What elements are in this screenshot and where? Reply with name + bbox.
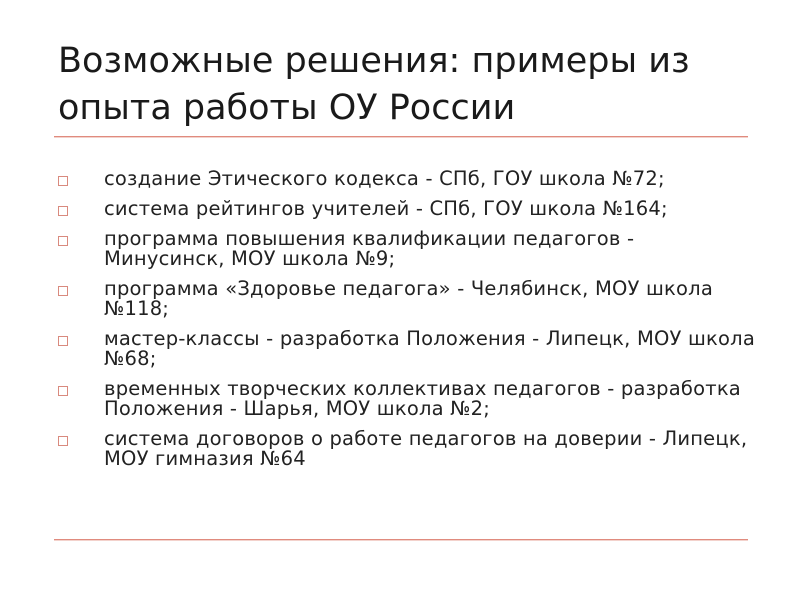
list-item bbox=[58, 329, 758, 369]
square-bullet-icon bbox=[58, 436, 68, 446]
square-bullet-icon bbox=[58, 336, 68, 346]
list-item-text: система рейтингов учителей - СПб, ГОУ школа №164; bbox=[104, 197, 668, 220]
title-divider-shadow bbox=[54, 137, 748, 138]
list-item-text: создание Этического кодекса - СПб, ГОУ школа №72; bbox=[104, 167, 665, 190]
list-item bbox=[58, 279, 758, 319]
list-item-text: программа «Здоровье педагога» - Челябинск, МОУ школа №118; bbox=[104, 277, 713, 320]
list-item bbox=[58, 379, 758, 419]
list-item-text: мастер-классы - разработка Положения - Липецк, МОУ школа №68; bbox=[104, 327, 755, 370]
square-bullet-icon bbox=[58, 206, 68, 216]
square-bullet-icon bbox=[58, 236, 68, 246]
list-item bbox=[58, 429, 758, 469]
square-bullet-icon bbox=[58, 286, 68, 296]
square-bullet-icon bbox=[58, 176, 68, 186]
square-bullet-icon bbox=[58, 386, 68, 396]
slide-title: Возможные решения: примеры из опыта работы ОУ России bbox=[58, 41, 690, 128]
list-item bbox=[58, 169, 758, 189]
list-item-text: система договоров о работе педагогов на доверии - Липецк, МОУ гимназия №64 bbox=[104, 427, 748, 470]
list-item bbox=[58, 229, 758, 269]
list-item-text: временных творческих коллективах педагогов - разработка Положения - Шарья, МОУ школа №2; bbox=[104, 377, 741, 420]
list-item-text: программа повышения квалификации педагогов - Минусинск, МОУ школа №9; bbox=[104, 227, 635, 270]
list-item bbox=[58, 199, 758, 219]
bullet-list bbox=[58, 169, 758, 479]
footer-divider-shadow bbox=[54, 540, 748, 541]
